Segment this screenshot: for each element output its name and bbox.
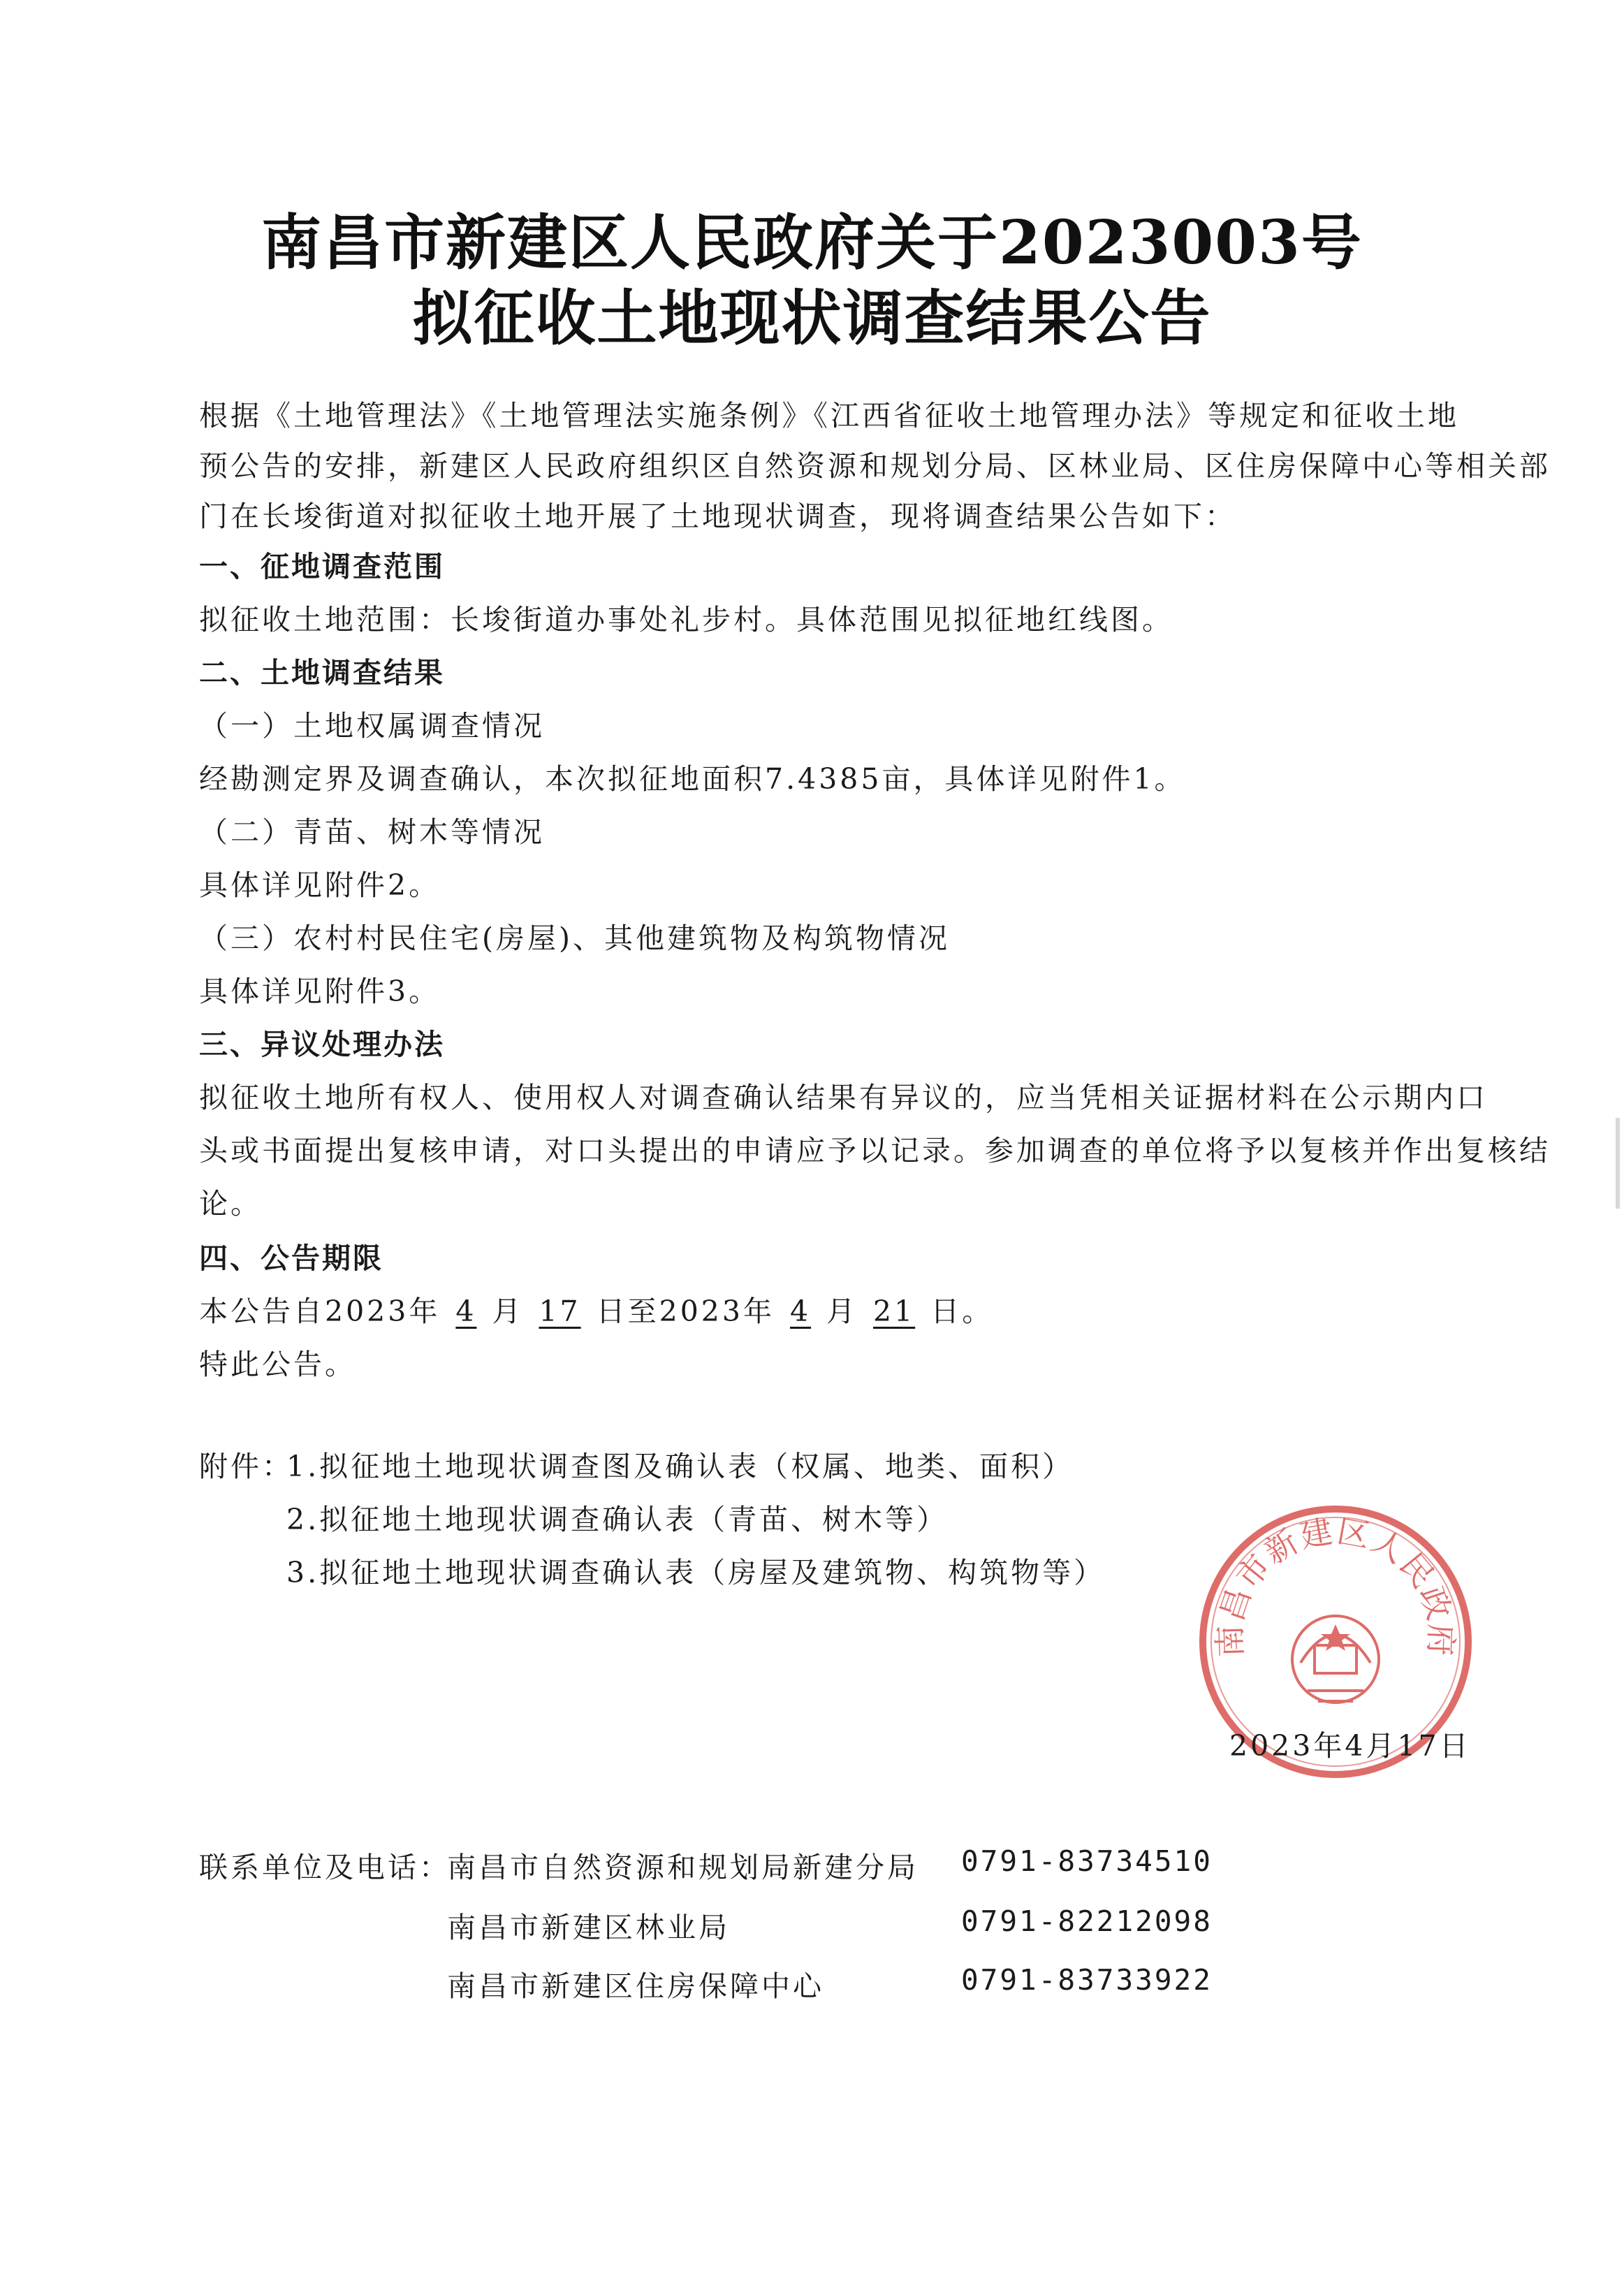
- contact-unit-3: 南昌市新建区住房保障中心: [447, 1969, 824, 2003]
- section2-sub3-heading: （三）农村村民住宅(房屋)、其他建筑物及构筑物情况: [199, 921, 950, 955]
- period-suffix: 日。: [930, 1295, 994, 1328]
- period-start-day: 17: [539, 1295, 581, 1328]
- attachment-item-2: 2.拟征地土地现状调查确认表（青苗、树木等）: [286, 1503, 949, 1536]
- period-prefix: 本公告自2023年: [199, 1295, 441, 1328]
- contact-phone-3: 0791-83733922: [961, 1963, 1213, 1997]
- section3-line-1: 拟征收土地所有权人、使用权人对调查确认结果有异议的，应当凭相关证据材料在公示期内口: [199, 1081, 1488, 1114]
- intro-line-3: 门在长埈街道对拟征收土地开展了土地现状调查，现将调查结果公告如下：: [199, 500, 1236, 533]
- section3-heading: 三、异议处理办法: [199, 1028, 445, 1061]
- section2-heading: 二、土地调查结果: [199, 656, 445, 690]
- closing-text: 特此公告。: [199, 1348, 356, 1381]
- attachment-item-3: 3.拟征地土地现状调查确认表（房屋及建筑物、构筑物等）: [286, 1556, 1106, 1589]
- period-month-char: 月: [492, 1295, 524, 1328]
- contacts-label: 联系单位及电话：: [199, 1851, 451, 1884]
- document-title-line-1: 南昌市新建区人民政府关于2023003号: [261, 207, 1363, 278]
- period-end-month: 4: [789, 1295, 812, 1328]
- section2-sub1-heading: （一）土地权属调查情况: [199, 709, 545, 743]
- section3-line-3: 论。: [199, 1187, 262, 1221]
- document-title-line-2: 拟征收土地现状调查结果公告: [412, 283, 1212, 354]
- notice-period: [199, 1291, 993, 1332]
- period-end-day: 21: [873, 1295, 916, 1328]
- section3-line-2: 头或书面提出复核申请，对口头提出的申请应予以记录。参加调查的单位将予以复核并作出复核结: [199, 1134, 1551, 1167]
- section2-sub2-heading: （二）青苗、树木等情况: [199, 815, 545, 849]
- notice-date: 2023年4月17日: [1229, 1729, 1471, 1763]
- contact-phone-1: 0791-83734510: [961, 1844, 1213, 1878]
- section2-sub1-text: 经勘测定界及调查确认，本次拟征地面积7.4385亩，具体详见附件1。: [199, 762, 1186, 796]
- section2-sub3-text: 具体详见附件3。: [199, 975, 441, 1008]
- period-start-month: 4: [455, 1295, 477, 1328]
- attachments-label: 附件：: [199, 1450, 293, 1483]
- period-middle: 日至2023年: [596, 1295, 775, 1328]
- contact-unit-2: 南昌市新建区林业局: [447, 1911, 730, 1944]
- intro-line-1: 根据《土地管理法》《土地管理法实施条例》《江西省征收土地管理办法》等规定和征收土地: [199, 399, 1459, 432]
- section4-heading: 四、公告期限: [199, 1241, 383, 1275]
- section1-text: 拟征收土地范围：长埈街道办事处礼步村。具体范围见拟征地红线图。: [199, 603, 1173, 636]
- contact-phone-2: 0791-82212098: [961, 1904, 1213, 1938]
- intro-line-2: 预公告的安排，新建区人民政府组织区自然资源和规划分局、区林业局、区住房保障中心等相关部: [199, 449, 1551, 483]
- contact-unit-1: 南昌市自然资源和规划局新建分局: [447, 1851, 919, 1884]
- national-emblem-icon: [1292, 1616, 1379, 1703]
- section2-sub2-text: 具体详见附件2。: [199, 868, 441, 902]
- section1-heading: 一、征地调查范围: [199, 550, 445, 583]
- period-month-char-2: 月: [826, 1295, 858, 1328]
- seal-text: 南昌市新建区人民政府: [1210, 1512, 1461, 1659]
- attachment-item-1: 1.拟征地土地现状调查图及确认表（权属、地类、面积）: [286, 1450, 1074, 1483]
- scan-edge-mark: [1616, 1118, 1620, 1209]
